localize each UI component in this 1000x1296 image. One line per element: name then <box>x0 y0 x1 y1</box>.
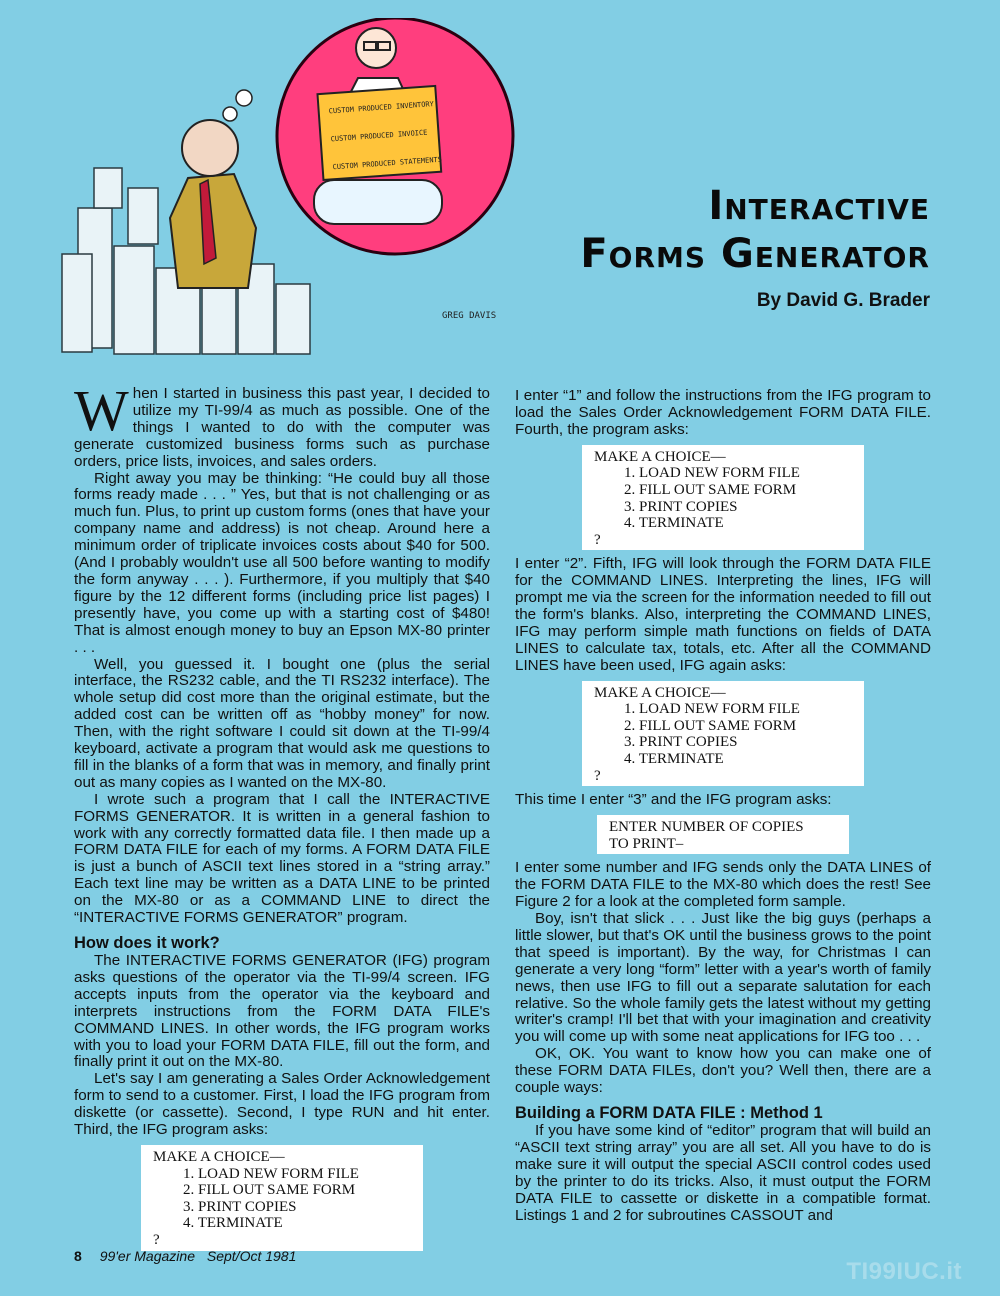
paragraph: Right away you may be thinking: “He could buy all those forms ready made . . . ” Yes, but that is not challenging or as much fun. Plus, to print up custom forms (ones that have your company name and address) is not cheap. Around here a minimum order of triplicate invoices costs about $40 for 500. (And I probably wouldn't use all 500 before wanting to modify the form anyway . . . ). Furthermore, if you multiply that $40 figure by the 12 different forms (including price list pages) I presently have, you come up with a starting cost of $480! That is almost enough money to buy an Epson MX-80 printer . . . <box>74 469 490 656</box>
drop-cap: W <box>74 378 129 443</box>
thought-bubble-dot <box>236 90 252 106</box>
menu-item: 2. FILL OUT SAME FORM <box>183 1182 356 1199</box>
menu-title: MAKE A CHOICE–– <box>594 448 726 465</box>
menu-item: 2. FILL OUT SAME FORM <box>624 481 797 498</box>
menu-title: MAKE A CHOICE–– <box>594 684 726 701</box>
sign-line-2: CUSTOM PRODUCED INVOICE <box>330 128 428 144</box>
copies-line: TO PRINT– <box>609 835 684 852</box>
paragraph: I enter some number and IFG sends only the DATA LINES of the FORM DATA FILE to the MX-80 which does the rest! See Figure 2 for a look at the completed form sample. <box>515 859 931 911</box>
sign-line-1: CUSTOM PRODUCED INVENTORY <box>328 100 435 116</box>
title-line-2: Forms Generator <box>580 231 930 277</box>
menu-item: 4. TERMINATE <box>183 1215 283 1232</box>
paragraph: Well, you guessed it. I bought one (plus the serial interface, the RS232 cable, and the TI RS232 interface). The whole setup did cost more than the original estimate, but the added cost can be written off as “hobby money” for now. Then, with the right software I could sit down at the TI-99/4 keyboard, activate a program that would ask me questions to fill in the blanks of a form that was in memory, and finally print out as many copies as I wanted on the MX-80. <box>74 655 490 791</box>
page-folio <box>74 1248 296 1264</box>
menu-prompt: ? <box>594 531 601 548</box>
menu-item: 3. PRINT COPIES <box>183 1198 297 1215</box>
menu-box <box>582 681 864 787</box>
copies-prompt-box <box>597 815 849 854</box>
cartoon-illustration <box>58 18 528 358</box>
printer-shape <box>314 180 442 224</box>
menu-item: 3. PRINT COPIES <box>624 734 738 751</box>
man-head <box>182 120 238 176</box>
menu-item: 4. TERMINATE <box>624 751 724 767</box>
paragraph: Boy, isn't that slick . . . Just like the big guys (perhaps a little slower, but that's OK until the business grows to the point that speed is important). By the way, for Christmas I can generate a very long “form” letter with a year's worth of family news, then use IFG to fill out a separate salutation for each relative. So the whole family gets the latest without my getting writer's cramp! I'll bet that with your imagination and creativity you will come up with some neat applications for IFG too . . . <box>515 910 931 1046</box>
site-watermark: TI99IUC.it <box>846 1258 962 1285</box>
article-title <box>580 182 930 278</box>
paragraph: OK, OK. You want to know how you can make one of these FORM DATA FILEs, don't you? Well then, there are a couple ways: <box>515 1045 931 1097</box>
paragraph: If you have some kind of “editor” program that will build an “ASCII text string array” you are all set. All you have to do is make sure it will output the special ASCII control codes used by the printer to do its tricks. Also, it must output the FORM DATA FILE to cassette or diskette in a compatible format. Listings 1 and 2 for subroutines CASSOUT and <box>515 1121 931 1224</box>
paragraph: The INTERACTIVE FORMS GENERATOR (IFG) program asks questions of the operator via the TI-99/4 screen. IFG accepts inputs from the operator via the keyboard and interprets instructions from the FORM DATA FILE's COMMAND LINES. In other words, the IFG program works with you to load your FORM DATA FILE, fill out the form, and finally print it out on the MX-80. <box>74 952 490 1071</box>
paragraph: This time I enter “3” and the IFG program asks: <box>515 791 832 809</box>
sign-line-3: CUSTOM PRODUCED STATEMENTS <box>332 155 443 172</box>
paragraph: Let's say I am generating a Sales Order Acknowledgement form to send to a customer. First, I load the IFG program from diskette (or cassette). Second, I type RUN and hit enter. Third, the IFG program asks: <box>74 1070 490 1139</box>
forms-sign <box>317 86 442 180</box>
menu-item: 4. TERMINATE <box>624 515 724 532</box>
menu-item: 1. LOAD NEW FORM FILE <box>183 1165 359 1182</box>
magazine-name: 99'er Magazine <box>99 1248 195 1264</box>
section-heading: How does it work? <box>74 934 220 952</box>
issue-date: Sept/Oct 1981 <box>206 1248 297 1264</box>
paragraph: I enter “2”. Fifth, IFG will look through the FORM DATA FILE for the COMMAND LINES. Interpreting the lines, IFG will prompt me via the screen for the information needed to fill out the form's blanks. Also, interpreting the COMMAND LINES, IFG may perform simple math functions on fields of DATA LINES to calculate tax, totals, etc. After all the COMMAND LINES have been used, IFG again asks: <box>515 555 931 674</box>
section-heading: Building a FORM DATA FILE : Method 1 <box>515 1103 823 1122</box>
byline: By David G. Brader <box>756 290 930 311</box>
paragraph: I wrote such a program that I call the INTERACTIVE FORMS GENERATOR. It is written in a general fashion to work with any correctly formatted data file. I then made up a FORM DATA FILE for each of my forms. A FORM DATA FILE is just a bunch of ASCII text lines stored in a “string array.” Each text line may be written as a DATA LINE to be printed on the MX-80 or as a COMMAND LINE to direct the “INTERACTIVE FORMS GENERATOR” program. <box>74 790 490 927</box>
menu-prompt: ? <box>594 767 601 784</box>
copies-line: ENTER NUMBER OF COPIES <box>609 819 804 836</box>
thought-bubble-dot <box>223 107 237 121</box>
right-column <box>515 388 931 1224</box>
paragraph: I enter “1” and follow the instructions from the IFG program to load the Sales Order Acknowledgement FORM DATA FILE. Fourth, the program asks: <box>515 387 931 438</box>
menu-item: 1. LOAD NEW FORM FILE <box>624 701 800 718</box>
artist-signature: GREG DAVIS <box>442 311 497 321</box>
menu-item: 2. FILL OUT SAME FORM <box>624 717 797 734</box>
menu-item: 3. PRINT COPIES <box>624 498 738 515</box>
page-number: 8 <box>74 1248 82 1264</box>
left-column <box>74 378 490 1257</box>
title-line-1: Interactive <box>708 183 930 229</box>
paragraph: When I started in business this past year, I decided to utilize my TI-99/4 as much as possible. One of the things I wanted to do with the computer was generate customized business forms such as purchase orders, price lists, invoices, and sales orders. <box>74 378 490 470</box>
menu-box <box>582 445 864 551</box>
menu-item: 1. LOAD NEW FORM FILE <box>624 465 800 482</box>
menu-title: MAKE A CHOICE–– <box>153 1148 285 1165</box>
menu-prompt: ? <box>153 1231 160 1248</box>
menu-box <box>141 1145 423 1251</box>
